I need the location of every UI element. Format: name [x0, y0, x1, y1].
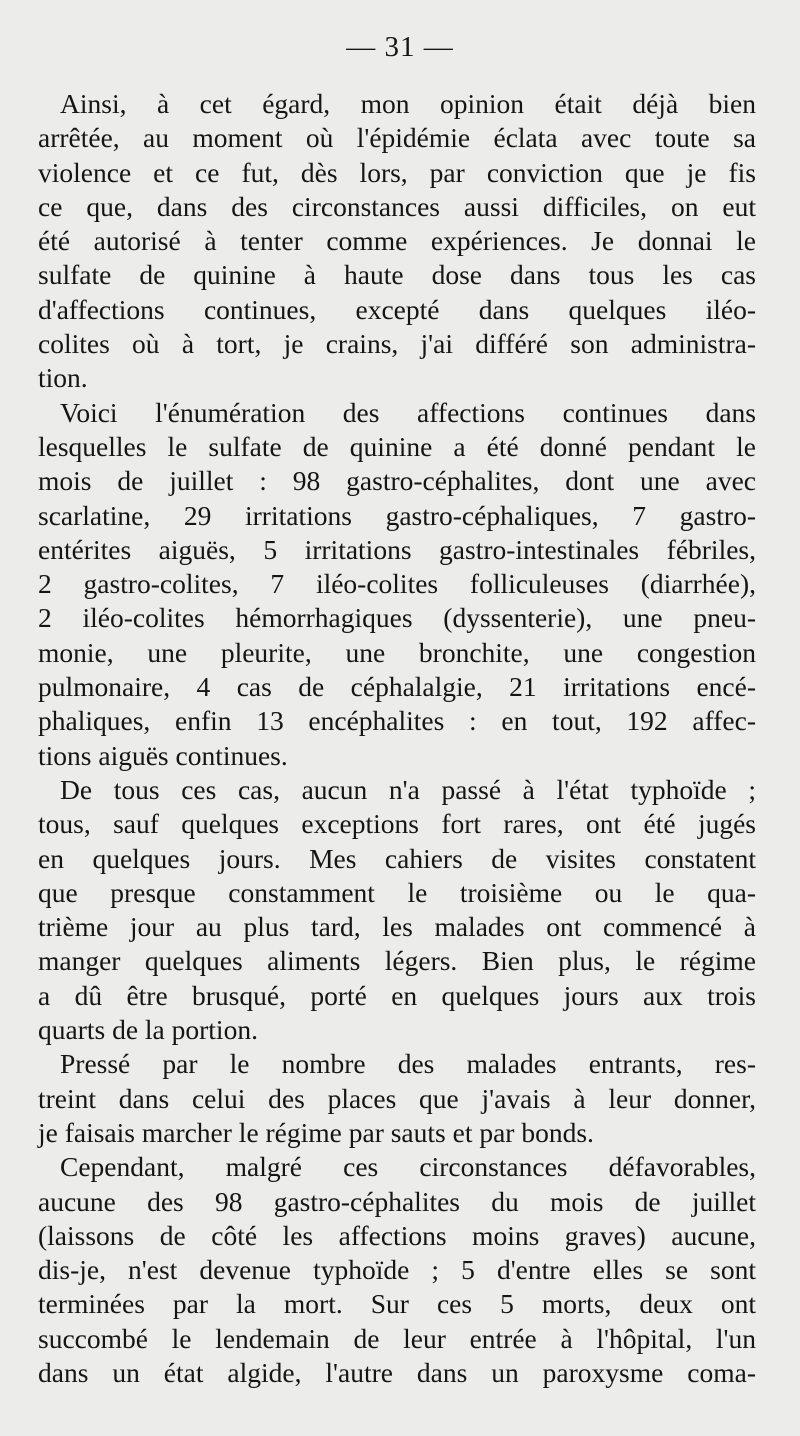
- text-line: dans un état algide, l'autre dans un paroxysme coma-: [38, 1356, 756, 1388]
- text-line: quarts de la portion.: [38, 1014, 258, 1046]
- text-line: treint dans celui des places que j'avais à leur donner,: [38, 1082, 756, 1114]
- page-number: — 31 —: [346, 31, 454, 63]
- text-line: scarlatine, 29 irritations gastro-céphaliques, 7 gastro-: [38, 499, 756, 531]
- text-line: été autorisé à tenter comme expériences. Je donnai le: [38, 225, 756, 257]
- text-line: sulfate de quinine à haute dose dans tous les cas: [38, 259, 756, 291]
- text-line: tous, sauf quelques exceptions fort rares, ont été jugés: [38, 808, 756, 840]
- text-line: Voici l'énumération des affections continues dans: [60, 396, 756, 428]
- text-line: violence et ce fut, dès lors, par conviction que je fis: [38, 156, 756, 188]
- text-line: tion.: [38, 362, 88, 394]
- text-line: 2 gastro-colites, 7 iléo-colites folliculeuses (diarrhée),: [38, 568, 756, 600]
- text-line: dis-je, n'est devenue typhoïde ; 5 d'entre elles se sont: [38, 1254, 756, 1286]
- text-line: ce que, dans des circonstances aussi difficiles, on eut: [38, 190, 756, 222]
- text-line: tions aiguës continues.: [38, 739, 288, 771]
- text-line: Cependant, malgré ces circonstances défavorables,: [60, 1151, 756, 1183]
- text-line: arrêtée, au moment où l'épidémie éclata avec toute sa: [38, 122, 756, 154]
- text-line: manger quelques aliments légers. Bien plus, le régime: [38, 945, 756, 977]
- text-line: De tous ces cas, aucun n'a passé à l'état typhoïde ;: [60, 773, 756, 805]
- text-line: entérites aiguës, 5 irritations gastro-intestinales fébriles,: [38, 533, 756, 565]
- text-line: pulmonaire, 4 cas de céphalalgie, 21 irritations encé-: [38, 671, 756, 703]
- text-line: en quelques jours. Mes cahiers de visites constatent: [38, 842, 756, 874]
- text-line: a dû être brusqué, porté en quelques jours aux trois: [38, 979, 756, 1011]
- text-line: d'affections continues, excepté dans quelques iléo-: [38, 293, 756, 325]
- text-line: aucune des 98 gastro-céphalites du mois de juillet: [38, 1185, 756, 1217]
- text-line: Pressé par le nombre des malades entrants, res-: [60, 1048, 756, 1080]
- text-line: 2 iléo-colites hémorrhagiques (dyssenterie), une pneu-: [38, 602, 756, 634]
- text-line: (laissons de côté les affections moins graves) aucune,: [38, 1219, 756, 1251]
- text-line: je faisais marcher le régime par sauts et par bonds.: [38, 1116, 594, 1148]
- text-line: Ainsi, à cet égard, mon opinion était déjà bien: [60, 88, 756, 119]
- text-line: lesquelles le sulfate de quinine a été donné pendant le: [38, 430, 756, 462]
- text-line: terminées par la mort. Sur ces 5 morts, deux ont: [38, 1288, 756, 1320]
- text-line: trième jour au plus tard, les malades ont commencé à: [38, 911, 756, 943]
- text-line: que presque constamment le troisième ou le qua-: [38, 876, 756, 908]
- text-line: monie, une pleurite, une bronchite, une congestion: [38, 636, 756, 668]
- text-line: phaliques, enfin 13 encéphalites : en tout, 192 affec-: [38, 705, 756, 737]
- text-line: colites où à tort, je crains, j'ai différé son administra-: [38, 328, 756, 360]
- body-text: [38, 87, 756, 1390]
- text-line: mois de juillet : 98 gastro-céphalites, dont une avec: [38, 465, 756, 497]
- text-line: succombé le lendemain de leur entrée à l'hôpital, l'un: [38, 1322, 756, 1354]
